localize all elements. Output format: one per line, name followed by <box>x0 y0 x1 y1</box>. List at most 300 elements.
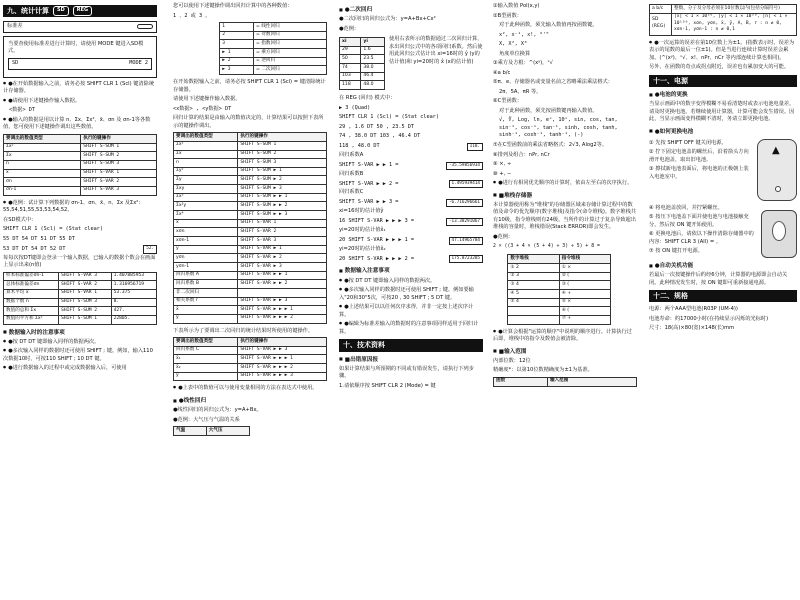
table-cell: 22805. <box>111 315 156 324</box>
order-item-10: ⑩ +, − <box>493 170 512 177</box>
table-cell: ▶ 2 <box>220 57 254 66</box>
quad-recall-table <box>173 337 327 381</box>
table-cell: yσn <box>174 254 238 263</box>
spec-3: 尺寸：18(高)×80(宽)×148(长)mm <box>649 325 735 332</box>
table-cell: Σx <box>4 152 81 161</box>
table-row <box>174 202 327 211</box>
order-item-6: ⑥C型函数： <box>493 98 523 105</box>
table-row <box>4 152 157 161</box>
reg-intro: 您可以使用下述键操作调出回归计算中的各种数值： <box>173 3 293 9</box>
table-row <box>4 143 157 152</box>
tech-text-1: 如果计算结果与所预期的不同或有错误发生，请执行下列步骤。 <box>339 365 474 380</box>
table-row <box>174 355 327 364</box>
est-x2-keys: 20 SHIFT S-VAR ▶ ▶ ▶ 2 = <box>339 255 414 262</box>
sd-mode-screen <box>8 58 152 70</box>
table-cell: ⑤ 4 <box>508 298 559 307</box>
table-cell: 74 <box>340 64 361 73</box>
table-cell: 数值的平方和 Σx² <box>4 315 59 324</box>
est-x1-row <box>339 237 483 245</box>
table-cell: xσn-1 <box>174 237 238 246</box>
table-cell: 23.5 <box>361 55 385 64</box>
table-cell: 103 <box>340 72 361 81</box>
table-row <box>4 289 157 298</box>
table-row <box>174 159 327 168</box>
table-row <box>4 186 157 195</box>
table-cell: n <box>174 159 238 168</box>
battery-step-1: ① 先按 SHIFT OFF 键关闭电源。 <box>649 139 727 146</box>
table-header: 指令堆栈 <box>559 255 610 264</box>
sd-label-bar <box>3 21 157 33</box>
reg-note-3: ● ●上述结果可以以任何次序求得，并非一定按上述次序计算。 <box>339 304 483 319</box>
note-3: ● ●进行数据输入的过程中或完成数据输入后，可使用 <box>3 365 157 373</box>
table-cell: Σx³ <box>174 193 238 202</box>
battery-slot-icon <box>772 221 786 241</box>
stack-text: 本计算器使用称为"堆栈"的存储器区域来存储计算过程中的数值及命令的优先顺序(数字堆栈)及指令(命令堆栈)。数字堆栈共有10级，指令堆栈则有24级。当所作的计算过于复杂导致超出堆栈的容量时，堆栈错误(Stack ERROR)即会发生。 <box>493 201 636 231</box>
reg-badge: REG <box>73 6 92 15</box>
table-row <box>174 314 327 323</box>
order-item-4: ④a b/c <box>493 69 511 76</box>
table-note: ● ●上表中的数值可以与使用变量相同的方法在表达式中使用。 <box>173 385 327 393</box>
quad-clear-line: SHIFT CLR 1 (Scl) = (Stat clear) <box>339 114 439 121</box>
table-row <box>174 364 327 373</box>
sd-label: 标准差 <box>7 23 23 30</box>
coef-a-label: 回归系数A <box>339 151 364 158</box>
table-row <box>174 237 327 246</box>
table-cell: 1.316956719 <box>111 281 156 290</box>
table-row <box>650 5 797 14</box>
table-cell: |x| < 1 × 10⁵⁰, |y| < 1 × 10⁵⁰, |n| < 1 × 10¹⁰⁰, xσn, yσn, x̄, ȳ, A, B, r : n ≠ 0, xσn-1, yσn-1 : n ≠ 0,1 <box>672 13 797 35</box>
quad-heading: ■ ●二次回归 <box>339 6 483 14</box>
battery-steps-text-2 <box>649 204 755 258</box>
note-2: ● ●多次输入同样的数据时还可使用 SHIFT ; 键。例如，输入110次数据10时，可按110 SHIFT ; 10 DT 键。 <box>3 348 157 363</box>
table-row <box>4 298 157 307</box>
table-cell <box>238 289 327 298</box>
table-cell: SHIFT S-VAR 2 <box>81 178 157 187</box>
section-header-power <box>649 75 797 87</box>
sd-mode-box <box>3 36 157 78</box>
quad-example: ●范例： <box>339 25 360 32</box>
table-row <box>174 254 327 263</box>
table-header: 数字堆栈 <box>508 255 559 264</box>
table-cell: SHIFT S-SUM 2 <box>59 307 112 316</box>
table-cell: 样本标准偏差σn-1 <box>4 272 59 281</box>
table-cell: SHIFT S-SUM ▶ ▶ 2 <box>238 202 327 211</box>
para-clear-memory: ● ●在开始数据输入之前，请务必按 SHIFT CLR 1 (Scl) 键清除统计存储器。 <box>3 81 157 96</box>
table-cell: ③ ( <box>559 281 610 290</box>
table-header: 函数 <box>494 377 548 386</box>
battery-step-4: ④ 将电池盖放回，并拧紧螺丝。 <box>649 204 723 211</box>
table-cell: Σx <box>174 150 238 159</box>
table-row <box>174 167 327 176</box>
table-cell: x̂ <box>174 306 238 315</box>
table-cell <box>508 315 559 324</box>
notes-heading: ■ 数据输入时的注意事项 <box>3 329 157 337</box>
table-cell: = 指数回归 <box>254 40 327 49</box>
replace-heading: ■ ●如何更换电池 <box>649 128 797 136</box>
table-cell: ④ + <box>559 290 610 299</box>
table-row <box>4 315 157 324</box>
table-row <box>340 72 385 81</box>
table-row <box>174 297 327 306</box>
table-cell: SHIFT S-VAR ▶ ▶ ▶ 1 <box>238 355 327 364</box>
table-header: 气温 <box>174 427 207 436</box>
battery-steps-block <box>649 139 797 201</box>
table-cell: a b/c <box>650 5 672 14</box>
est-x2-label: yi=20时的估计值x̂₂ <box>339 245 386 252</box>
table-cell: SHIFT S-SUM ▶ ▶ 1 <box>238 193 327 202</box>
table-cell: ▶ 1 <box>220 49 254 58</box>
table-header: yi <box>361 38 385 47</box>
table-header: 要调出的数值类型 <box>174 133 238 142</box>
table-row <box>174 141 327 150</box>
table-cell: SHIFT S-SUM 3 <box>81 160 157 169</box>
table-cell: 46.4 <box>361 72 385 81</box>
table-cell: 8. <box>111 298 156 307</box>
battery-compartment-illustration <box>761 210 797 258</box>
column-5 <box>646 0 800 600</box>
table-row <box>174 211 327 220</box>
stack-table <box>507 254 611 324</box>
est-x2-row <box>339 255 483 263</box>
table-cell: ① 2 <box>508 264 559 273</box>
coef-a-row <box>339 162 483 170</box>
tech-step-1: 1.请依顺序按 SHIFT CLR 2 (Mode) = 键 <box>339 382 436 389</box>
table-cell: x̄ <box>4 169 81 178</box>
table-cell: 1 <box>220 23 254 32</box>
table-cell: SHIFT S-VAR 3 <box>59 272 112 281</box>
table-cell: x̂₂ <box>174 364 238 373</box>
coef-c-row <box>339 199 483 207</box>
spec-title: 十二、规格 <box>653 292 688 301</box>
quad-intro: 下表所示为了要调出二次回归的统计结果时所使用的键操作。 <box>173 327 314 334</box>
table-cell: 1.6 <box>361 46 385 55</box>
entry-line-2: 74 , 38.0 DT 103 , 46.4 DT <box>339 133 421 140</box>
table-cell: 38.0 <box>361 64 385 73</box>
table-cell: 总体标准偏差σn <box>4 281 59 290</box>
table-cell: 整数、分子及分母必须在10位数以内(包括分隔符号) <box>672 5 797 14</box>
table-header: 大气压 <box>206 427 249 436</box>
table-cell: SHIFT S-VAR ▶ ▶ 3 <box>238 297 327 306</box>
table-header: 执行的键操作 <box>238 338 327 347</box>
list-item <box>220 49 327 58</box>
table-row <box>174 271 327 280</box>
table-row <box>174 245 327 254</box>
section-header-tech <box>339 339 483 351</box>
stack-example: ●范例： <box>493 233 514 240</box>
table-cell: σn-1 <box>4 186 81 195</box>
table-cell: SHIFT S-SUM 1 <box>238 141 327 150</box>
coef-c-label: 回归系数C <box>339 189 364 196</box>
table-row <box>4 307 157 316</box>
table-cell: SHIFT S-SUM 3 <box>238 159 327 168</box>
table-cell: ④ 5 <box>508 290 559 299</box>
table-cell: Σx⁴ <box>174 211 238 220</box>
stack-note: ● ●计算会根据"运算的顺序"中说明的顺序进行。计算执行过后即，堆栈中的指令及数值会被清除。 <box>493 329 637 344</box>
table-row <box>174 289 327 298</box>
table-cell: = 乘方回归 <box>254 49 327 58</box>
quad-example-block <box>339 35 483 94</box>
table-row <box>174 280 327 289</box>
table-cell: ȳ <box>174 245 238 254</box>
section-header-statistics <box>3 5 157 17</box>
sd-recall-table <box>3 134 157 196</box>
table-row <box>508 307 611 316</box>
est-y-value: -13.38291067 <box>446 218 483 226</box>
table-cell: Σx² <box>4 143 81 152</box>
table-cell: 2 <box>220 31 254 40</box>
tech-subheading: ■ ■出错原因报 <box>339 356 483 364</box>
coef-b-keys: SHIFT S-VAR ▶ ▶ 2 = <box>339 180 399 187</box>
entry-line-3-row <box>339 143 483 151</box>
table-cell: SHIFT S-VAR ▶ 2 <box>238 254 327 263</box>
column-1 <box>0 0 160 600</box>
table-row <box>508 298 611 307</box>
linear-heading: ■ ●线性回归 <box>173 397 327 405</box>
reg-enter-text: 请使用下述键操作输入数据。 <box>173 96 241 103</box>
order-item-2: ②B型函数： <box>493 12 522 19</box>
table-cell: 118 <box>340 81 361 90</box>
table-cell: Σx² <box>174 141 238 150</box>
table-cell: 回归系数 A <box>174 271 238 280</box>
table-cell: 相关系数 r <box>174 297 238 306</box>
table-row <box>508 264 611 273</box>
entry-line-1: 29 , 1.6 DT 50 , 23.5 DT <box>339 123 414 130</box>
order-item-6-funcs: √, ∛, Log, ln, eˣ, 10ˣ, sin, cos, tan, sin⁻¹, cos⁻¹, tan⁻¹, sinh, cosh, tanh, sinh⁻¹, cosh⁻¹, tanh⁻¹, (-) <box>499 117 618 139</box>
para-input-format: <数据> DT <box>9 107 35 114</box>
section-title: 九、统计计算 <box>7 7 49 15</box>
table-row <box>174 346 327 355</box>
section-header-specs <box>649 290 797 302</box>
table-row <box>508 272 611 281</box>
table-cell: SHIFT S-SUM 1 <box>59 315 112 324</box>
table-cell: ⑦ + <box>559 315 610 324</box>
table-cell: ⑤ × <box>559 298 610 307</box>
coef-b-value: 1.495939414 <box>449 180 483 188</box>
table-cell: 回归系数 C <box>174 346 238 355</box>
quad-side-note: 使用右表所示的数据通过二次回归计算，求出回归公式中的各项回归系数。然后使用此回归公式估计出 xi=16时的 ŷ (y的估计值)和 yi=20时的 x̂ (x的估计值) <box>389 36 483 65</box>
column-4 <box>490 0 640 600</box>
battery-heading: ■ ●电池的更换 <box>649 91 797 99</box>
est-x1-label: yi=20时的估计值x̂₁ <box>339 226 386 233</box>
table-cell: = 二次回归 <box>254 66 327 75</box>
order-item-2-funcs: x², x⁻¹, x!, °'" <box>499 31 549 38</box>
battery-step-6: ⑥ 更换电池后，请依以下操作清除存储器中的内容：SHIFT CLR 3 (All) = 。 <box>649 231 754 245</box>
power-title: 十一、电源 <box>653 76 688 85</box>
list-item <box>220 23 327 32</box>
table-cell: SHIFT S-VAR ▶ 1 <box>238 245 327 254</box>
table-cell: SHIFT S-VAR ▶ ▶ ▶ 2 <box>238 314 327 323</box>
table-cell: SHIFT S-VAR 3 <box>238 237 327 246</box>
table-row <box>174 150 327 159</box>
table-cell: 数据个数 n <box>4 298 59 307</box>
list-item <box>220 66 327 75</box>
range-note: ● ●一次运算的误差在第10位数上为±1。(指数表示时，误差为表示的尾数的最后一位±1)。但是当进行连续计算时误差会累加。(^(xʸ)、ˣ√、x!、nPr、nCr 等内部连续计算也相同)。 <box>649 40 797 63</box>
spec-2: 电池寿命：约17000小时(在持续显示闪烁的光标时) <box>649 315 769 322</box>
est-x1-value: 47.14965784 <box>449 237 483 245</box>
table-cell: SHIFT S-VAR 2 <box>238 228 327 237</box>
table-row <box>4 272 157 281</box>
sd-pill-icon <box>137 24 153 29</box>
sd-badge: SD <box>53 6 69 15</box>
table-cell: 非二次回归 <box>174 289 238 298</box>
table-row <box>4 160 157 169</box>
reg-recall-table <box>173 132 327 323</box>
table-cell: SHIFT S-SUM 3 <box>59 298 112 307</box>
table-cell: SHIFT S-VAR 1 <box>81 169 157 178</box>
battery-steps-text <box>649 139 751 184</box>
table-cell: SHIFT S-VAR ▶ ▶ ▶ 2 <box>238 364 327 373</box>
coef-c-value: -6.716296661 <box>446 199 483 207</box>
input-range-text-1: 内部位数：12位 <box>493 357 531 364</box>
quad-formula: ●二次回归的回归公式为：y=A+Bx+Cx² <box>339 16 436 23</box>
auto-off-heading: ■ ●自动关机功能 <box>649 262 797 270</box>
table-cell: = 对数回归 <box>254 31 327 40</box>
table-cell: SHIFT S-SUM ▶ 2 <box>238 176 327 185</box>
column-2 <box>170 0 330 600</box>
table-row <box>174 185 327 194</box>
reg-type-list <box>219 22 327 75</box>
sd-mode-text: 当要查使用标准差进行计算时，请使用 MODE 键进入SD模式。 <box>8 40 144 55</box>
table-cell: SHIFT S-SUM ▶ ▶ 3 <box>238 211 327 220</box>
table-cell: ⑥ ( <box>559 307 610 316</box>
linear-formula: ●线性回归的回归公式为：y=A+Bx。 <box>173 407 262 414</box>
range-note-2: 另外，在函数的奇点或拐点附近，误差也有累加变大的可能。 <box>649 64 790 71</box>
battery-text: 当显示画面中的数字变得模糊不易看清楚时或表示电池电量差。请及时更换电池。若继续使用计算器，计算可能会发生错误。因此，当显示画面变得模糊不清时，务请立即更换电池。 <box>649 101 795 123</box>
reg-note-2: ● ●多次输入同样的数据时还可使用 SHIFT ; 键。例如要输入"20和30"5次，可按20 , 30 SHIFT ; 5 DT 键。 <box>339 287 483 302</box>
table-row <box>508 281 611 290</box>
table-cell: xσn <box>174 228 238 237</box>
sd-mode-bar-label: SD <box>12 59 19 66</box>
table-cell: SHIFT S-SUM 1 <box>81 143 157 152</box>
table-cell: SHIFT S-VAR 3 <box>81 186 157 195</box>
example-note: 每每次按DT键即会登录一个输入数据，已输入的数据个数会在画面上显示出来(n值) <box>3 254 156 269</box>
note-1: ● ●按 DT DT 键即输入同样的数据两次。 <box>3 339 157 347</box>
column-3 <box>336 0 486 600</box>
entry-line-3: 118 , 48.0 DT <box>339 143 380 150</box>
reg-result-text: 回归计算的结果是由输入的数值决定的，计算结果可以按照下表所示的键操作调出。 <box>173 115 324 129</box>
example-display: 52. <box>143 245 157 253</box>
sd-mode-bar-value: MODE 2 <box>129 59 148 66</box>
tech-title: 十、技术资料 <box>343 341 385 350</box>
table-row <box>174 219 327 228</box>
order-item-9: ⑨ ×, ÷ <box>493 161 512 168</box>
reg-clear-text: 在开始数据输入之前，请务必按 SHIFT CLR 1 (Scl) = 键清除统计存储器。 <box>173 79 326 93</box>
order-item-2-funcs-3: 角度单位换算 <box>499 50 531 57</box>
input-range-header-table <box>493 377 637 387</box>
table-cell: yσn-1 <box>174 263 238 272</box>
input-range-heading: ■ ■输入范围 <box>493 348 637 356</box>
list-item <box>220 31 327 40</box>
table-cell: n <box>4 160 81 169</box>
table-row <box>174 176 327 185</box>
coef-c-keys: SHIFT S-VAR ▶ ▶ 3 = <box>339 199 399 206</box>
table-row <box>508 290 611 299</box>
table-cell: SHIFT S-SUM 2 <box>238 150 327 159</box>
entry-display: 118. <box>467 143 483 151</box>
input-range-table <box>649 4 797 36</box>
table-row <box>508 315 611 324</box>
list-item <box>220 40 327 49</box>
table-cell: Σx²y <box>174 202 238 211</box>
example-mode: 在SD模式中： <box>3 216 37 223</box>
table-cell: σn <box>4 178 81 187</box>
table-cell: SHIFT S-VAR ▶ ▶ 1 <box>238 271 327 280</box>
coef-a-value: -35.59856934 <box>446 162 483 170</box>
table-cell: 29 <box>340 46 361 55</box>
table-header: 输入范围 <box>548 377 637 386</box>
order-top-line: ①输入数值 Pol(x,y) <box>493 3 540 9</box>
table-cell: ▶ 3 <box>220 66 254 75</box>
reg-notes-heading: ■ 数据输入注意事项 <box>339 267 483 275</box>
auto-off-text: 若最后一次按键操作后约经6分钟，计算器的电源即会自动关闭。此种情况发生时，按 ON 键即可重新接通电源。 <box>649 272 788 286</box>
est-x1-keys: 20 SHIFT S-VAR ▶ ▶ ▶ 1 = <box>339 236 414 243</box>
battery-step-5: ⑤ 按压下电池盖下面并使电池与电池接触充分，然后按 ON 键开始使用。 <box>649 214 749 228</box>
table-cell: SHIFT S-VAR ▶ ▶ ▶ 3 <box>238 372 327 381</box>
table-cell: SD (REG) <box>650 13 672 35</box>
table-cell: 3 <box>220 40 254 49</box>
table-cell: SHIFT S-VAR ▶ ▶ 3 <box>238 346 327 355</box>
table-cell: = 逆回归 <box>254 57 327 66</box>
table-cell: Σxy <box>174 185 238 194</box>
order-item-5-eg: 2π、5A、πR 等。 <box>499 88 542 95</box>
table-row <box>340 64 385 73</box>
example-clear: SHIFT CLR 1 (Scl) = (Stat clear) <box>3 226 103 233</box>
table-cell: Σy <box>174 176 238 185</box>
table-cell: 1.407885953 <box>111 272 156 281</box>
table-cell: 48.0 <box>361 81 385 90</box>
order-item-8: ⑧排列及组合：nPr, nCr <box>493 151 550 158</box>
table-cell: SHIFT S-VAR 2 <box>59 281 112 290</box>
quad-key: ▶ 3 (Quad) <box>339 104 371 111</box>
order-item-5: ⑤π、e、存储器名或变量名前之省略乘法乘法格式： <box>493 79 613 86</box>
table-cell: x̄ <box>174 219 238 228</box>
screw-icon <box>775 186 781 192</box>
same-level-note: ● ●进行有相同优先顺序的计算时，依由左至右的次序执行。 <box>493 180 637 188</box>
coef-b-label: 回归系数B <box>339 170 364 177</box>
order-item-2-funcs-2: X, X², X³ <box>499 41 528 48</box>
table-row <box>174 228 327 237</box>
reg-mode-label: 在 REG (回归) 模式中： <box>339 95 396 102</box>
table-cell: ① × <box>559 264 610 273</box>
order-item-2-text: 对于此种函数，须先输入数值再按函数键。 <box>499 22 598 29</box>
table-cell: 算术平均 x̄ <box>4 289 59 298</box>
est-y-row <box>339 218 483 226</box>
table-row <box>340 81 385 90</box>
table-row <box>4 169 157 178</box>
table-cell <box>508 307 559 316</box>
example-line-1: 55 DT 54 DT 51 DT 55 DT <box>3 235 75 242</box>
order-item-3: ③乘方及方根：^(xʸ)，ˣ√ <box>493 60 553 67</box>
reg-enter-format: <x数据> , <y数据> DT <box>173 105 232 112</box>
linear-data-table <box>173 426 250 436</box>
order-item-7: ⑦在C型函数前的乘法省略格式：2√3, Alog2等。 <box>493 141 608 148</box>
battery-step-3: ③ 擦拭新电池表面后，将电池的正极朝上装入电池室中。 <box>649 166 749 180</box>
table-row <box>4 281 157 290</box>
stack-expression: 2 × ((3 + 4 × (5 + 4) ÷ 3) ÷ 5) + 8 = <box>493 244 600 250</box>
table-cell: ② 3 <box>508 272 559 281</box>
table-cell: 427. <box>111 307 156 316</box>
coef-a-keys: SHIFT S-VAR ▶ ▶ 1 = <box>339 161 399 168</box>
table-header: 要调出的数值类型 <box>174 338 238 347</box>
table-row <box>650 13 797 35</box>
table-row <box>174 263 327 272</box>
example-intro: ● ●范例：试计算下列数据的 σn-1、σn、x̄、n、Σx 及Σx²：55,54,51,55,53,53,54,52。 <box>3 200 157 215</box>
table-cell: 50 <box>340 55 361 64</box>
table-cell: 53.375 <box>111 289 156 298</box>
table-cell: ② ( <box>559 272 610 281</box>
list-item <box>220 57 327 66</box>
example-line-2-row <box>3 245 157 253</box>
